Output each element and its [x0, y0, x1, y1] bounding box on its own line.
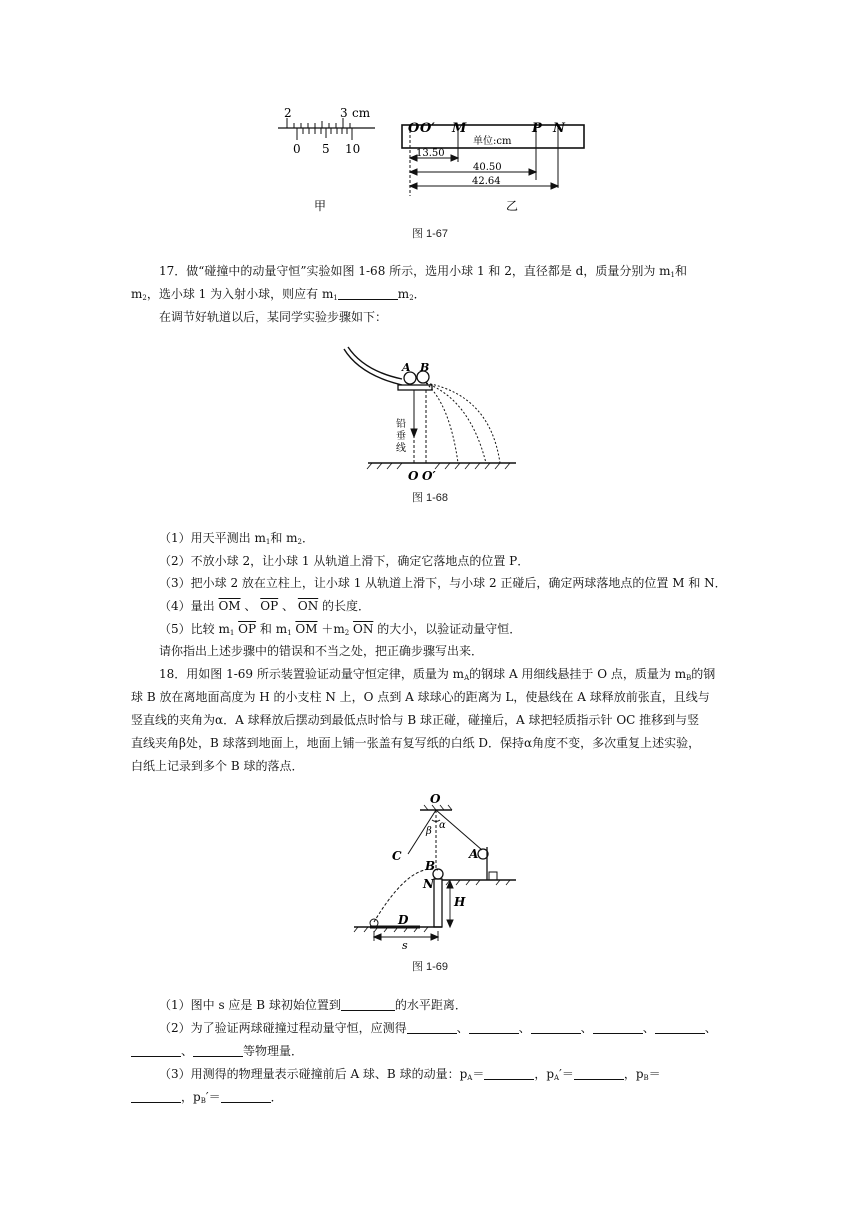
- q17-step2: （2）不放小球 2，让小球 1 从轨道上滑下，确定它落地点的位置 P．: [159, 554, 530, 568]
- blank: [131, 1044, 181, 1057]
- q17-line2: $m_2$，选小球 1 为入射小球，则应有 $m_1$ $m_2$．: [131, 287, 426, 302]
- main-scale-3: 3: [340, 108, 348, 120]
- q18-part3-line1: （3）用测得的物理量表示碰撞前后 A 球、B 球的动量：$p_A=$ ，$p_A'=$ ，$p_B=$: [159, 1067, 661, 1082]
- q18-line5: 白纸上记录到多个 B 球的落点．: [131, 759, 304, 773]
- dim-40-50: 40.50: [473, 162, 502, 173]
- q18-part3-line2: ，$p_B'=$ ．: [131, 1089, 731, 1110]
- figure-1-67: [270, 108, 600, 218]
- label-yi: 乙: [506, 199, 519, 213]
- track-diagram: [344, 347, 516, 469]
- q18-part2-line2: 、 等物理量．: [131, 1043, 731, 1060]
- q17-step4: （4）量出 $\overline{OM}$ 、 $\overline{OP}$ 、 $\overline{ON}$ 的长度．: [159, 599, 371, 613]
- figure-1-68: [340, 345, 520, 485]
- dim-42-64: 42.64: [472, 176, 501, 187]
- main-scale-unit: cm: [352, 108, 371, 120]
- vernier-diagram: [278, 118, 375, 140]
- blank: [574, 1067, 624, 1080]
- blank: [131, 1090, 181, 1103]
- q18-line2: 球 B 放在离地面高度为 H 的小支柱 N 上，O 点到 A 球球心的距离为 L，使悬线在 A 球释放前张直，且线与: [131, 690, 710, 704]
- q17-number: 17．: [159, 264, 187, 278]
- label-H: H: [454, 895, 466, 909]
- q18-line3: 竖直线的夹角为α．A 球释放后摆动到最低点时恰与 B 球正碰，碰撞后，A 球把轻质指示针 OC 推移到与竖: [131, 713, 700, 727]
- figure-1-69: [350, 792, 530, 952]
- label-N: N: [423, 877, 434, 891]
- tape-unit: 单位:cm: [473, 136, 512, 147]
- blank: [484, 1067, 534, 1080]
- figure-1-69-caption: 图 1-69: [411, 961, 449, 973]
- vernier-0: 0: [293, 142, 301, 156]
- point-P: P: [532, 121, 542, 136]
- point-M: M: [452, 121, 467, 136]
- q17-step1: （1）用天平测出 $m_1$和 $m_2$．: [159, 531, 314, 546]
- label-beta: β: [426, 826, 432, 837]
- blank: [341, 998, 395, 1011]
- point-O-prime: O′: [420, 121, 435, 136]
- label-A: A: [402, 361, 411, 374]
- pendulum-diagram: [354, 805, 516, 941]
- figure-1-68-caption: 图 1-68: [411, 492, 449, 504]
- main-scale-2: 2: [284, 108, 292, 120]
- label-O: O: [408, 469, 419, 483]
- blank: [221, 1090, 271, 1103]
- q17-step3: （3）把小球 2 放在立柱上，让小球 1 从轨道上滑下，与小球 2 正碰后，确定两球落地点的位置 M 和 N．: [159, 576, 727, 590]
- blank: [655, 1021, 705, 1034]
- q17-line3: 在调节好轨道以后，某同学实验步骤如下：: [159, 310, 388, 324]
- vernier-5: 5: [322, 142, 330, 156]
- label-s: s: [402, 939, 408, 952]
- figure-1-67-caption: 图 1-67: [411, 228, 449, 240]
- label-O: O: [430, 792, 441, 806]
- label-B: B: [425, 859, 436, 873]
- label-jia: 甲: [314, 199, 327, 213]
- point-O: O: [408, 121, 420, 136]
- plumb-1: 铅: [396, 419, 406, 430]
- blank: [593, 1021, 643, 1034]
- label-alpha: α: [439, 820, 446, 831]
- label-O-prime: O′: [422, 469, 436, 483]
- vernier-10: 10: [345, 142, 361, 156]
- blank: [193, 1044, 243, 1057]
- q17-step5: （5）比较 $m_1$ $\overline{OP}$ 和 $m_1$ $\overline{OM} +m_2$ $\overline{ON}$ 的大小，以验证动量守恒．: [159, 622, 522, 637]
- plumb-2: 垂: [396, 431, 406, 442]
- blank: [469, 1021, 519, 1034]
- q18-line1: 18．用如图 1-69 所示装置验证动量守恒定律，质量为 $m_A$的钢球 A 用细线悬挂于 O 点，质量为 $m_B$的钢: [159, 667, 716, 682]
- blank: [531, 1021, 581, 1034]
- q18-part2-line1: （2）为了验证两球碰撞过程动量守恒，应测得 、 、 、 、 、: [159, 1021, 717, 1035]
- q17-line1: 17．做“碰撞中的动量守恒”实验如图 1-68 所示，选用小球 1 和 2，直径都是 d，质量分别为 $m_1$和: [159, 264, 688, 279]
- dim-13-50: 13.50: [416, 148, 445, 159]
- blank: [407, 1021, 457, 1034]
- point-N: N: [553, 121, 565, 136]
- q18-part1: （1）图中 s 应是 B 球初始位置到 的水平距离．: [159, 998, 467, 1012]
- q17-instruction: 请你指出上述步骤中的错误和不当之处，把正确步骤写出来．: [159, 644, 484, 658]
- label-D: D: [398, 913, 409, 927]
- q18-number: 18．: [159, 667, 187, 681]
- label-B: B: [420, 361, 430, 374]
- q18-line4: 直线夹角β处，B 球落到地面上，地面上铺一张盖有复写纸的白纸 D．保持α角度不变，多次重复上述实验，: [131, 736, 701, 750]
- label-A: A: [469, 847, 479, 861]
- q17-blank: [338, 287, 398, 300]
- plumb-3: 线: [396, 443, 406, 454]
- label-C: C: [392, 849, 402, 863]
